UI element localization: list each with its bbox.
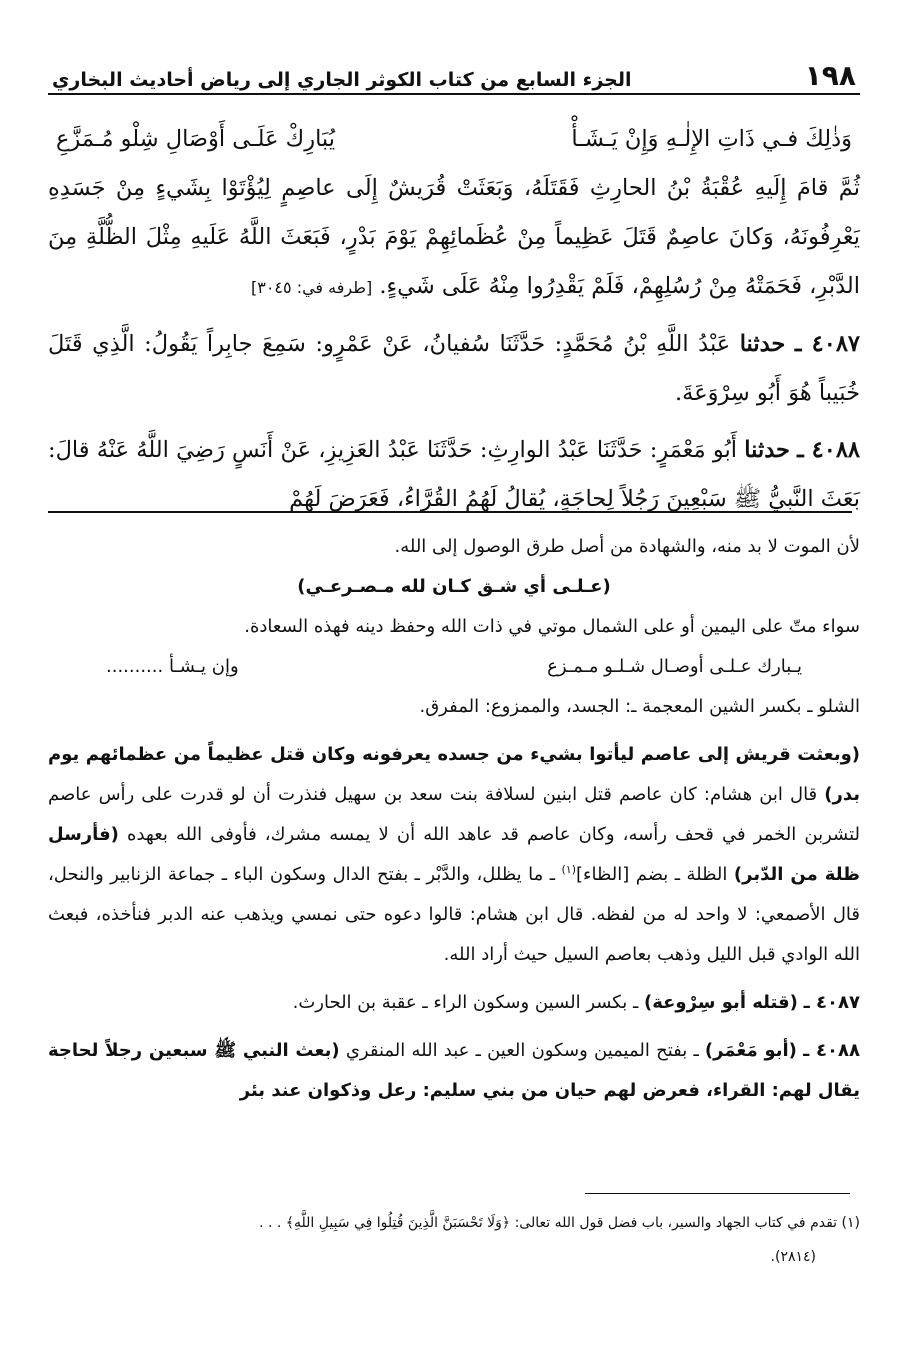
commentary-text: ـ ما يظلل، والدَّبْر ـ بفتح الدال وسكون الباء ـ جماعة الزنابير والنحل، قال الأصمعي: لا واحد له من لفظه. قال ابن هشام: قالوا دعوه حتى نمسي ويذهب عنه الدبر فنأخذه، فبعث الله الوادي قبل الليل وذهب بعاصم السيل حيث أراد الله. [48,864,860,965]
commentary-paragraph [48,735,860,975]
narration-text: ثُمَّ قامَ إِلَيهِ عُقْبَةُ بْنُ الحارِثِ فَقَتَلَهُ، وَبَعَثَتْ قُرَيشٌ إِلَى عاصِمٍ لِيُؤْتَوْا بِشَيءٍ مِنْ جَسَدِهِ يَعْرِفُونَهُ، وَكانَ عاصِمٌ قَتَلَ عَظِيماً مِنْ عُظَمائِهِمْ يَوْمَ بَدْرٍ، فَبَعَثَ اللَّهُ عَلَيهِ مِثْلَ الظُّلَّةِ مِنَ الدَّبْرِ، فَحَمَتْهُ مِنْ رُسُلِهِمْ، فَلَمْ يَقْدِرُوا مِنْهُ عَلَى شَيءٍ. [48,175,860,299]
footnote-continuation: (٢٨١٤). [770,1249,816,1265]
footnote [48,1206,860,1240]
verse-hemistich-right: وَذٰلِكَ فـي ذَاتِ الإِلٰـهِ وَإِنْ يَـشَـأْ [571,126,852,152]
commentary-paragraph [48,983,860,1023]
commentary-text: الظلة ـ بضم [الظاء] [576,864,728,885]
quoted-phrase: (أبو مَعْمَر) [704,1040,797,1061]
commentary [48,527,860,1111]
verse-hemistich-left: يُبَارِكْ عَلَـى أَوْصَالِ شِلْو مُـمَزَّعِ [56,126,335,152]
hadith-number: ٤٠٨٨ ـ [797,437,861,463]
quoted-phrase: (قتله أبو سِرْوعة) [643,992,798,1013]
footnote-number: (١) [841,1215,860,1231]
verse-hemistich-left: وإن يـشـأ .......... [106,656,239,677]
commentary-heading: (عـلـى أي شـق كـان لله مـصـرعـي) [297,576,611,597]
cross-reference: [طرفه في: ٣٠٤٥] [250,278,373,297]
hadith-number: ٤٠٨٨ ـ [803,1040,860,1061]
section-divider [48,511,852,513]
page-header [48,52,860,95]
footnote-rule [585,1193,850,1194]
poem-verse [48,115,860,164]
commentary-text: ـ بكسر السين وسكون الراء ـ عقبة بن الحارث. [292,992,639,1013]
hadith-text [48,115,860,524]
footnote-marker: (١) [561,863,576,876]
hadith-4088 [48,426,860,524]
commentary-line: لأن الموت لا بد منه، والشهادة من أصل طرق الوصول إلى الله. [394,536,860,557]
running-title: الجزء السابع من كتاب الكوثر الجاري إلى رياض أحاديث البخاري [52,69,632,91]
commentary-line: الشلو ـ بكسر الشين المعجمة ـ: الجسد، والممزوع: المفرق. [419,696,860,717]
commentary-paragraph [48,1031,860,1111]
hadith-4087 [48,320,860,418]
quoted-phrase: (بعث النبي ﷺ سبعين رجلاً لحاجة يقال لهم: القراء، فعرض لهم حيان من بني سليم: رعل وذكوان عند بئر [48,1040,860,1101]
commentary-text: قال ابن هشام: كان عاصم قتل ابنين لسلافة بنت سعد بن سهيل فنذرت أن لو قدرت على رأس عاصم لتشربن الخمر في قحف رأسه، وكان عاصم قد عاهد الله أن لا يمسه مشرك، فأوفى الله بعهده [48,784,860,845]
quoted-phrase: (وبعثت قريش إلى عاصم ليأتوا بشيء من جسده يعرفونه وكان قتل عظيماً من عظمائهم يوم بدر) [48,744,860,805]
page [48,52,860,524]
hadith-number: ٤٠٨٧ ـ [794,331,861,357]
footnotes [48,1206,860,1274]
commentary-text: ـ بفتح الميمين وسكون العين ـ عبد الله المنقري [345,1040,699,1061]
commentary-line: سواء متّ على اليمين أو على الشمال موتي في ذات الله وحفظ دينه فهذه السعادة. [244,616,860,637]
hadith-text: عَبْدُ اللَّهِ بْنُ مُحَمَّدٍ: حَدَّثَنَا سُفيانُ، عَنْ عَمْرٍو: سَمِعَ جابِراً يَقُولُ: الَّذِي قَتَلَ خُبَيباً هُوَ أَبُو سِرْوَعَةَ. [48,331,860,406]
hadith-keyword: حدثنا [739,331,786,357]
narration-paragraph [48,164,860,312]
hadith-number: ٤٠٨٧ ـ [803,992,860,1013]
hadith-keyword: حدثنا [744,437,790,463]
verse-hemistich-right: يـبارك عـلـى أوصـال شـلـو مـمـزع [547,656,802,677]
commentary-verse [48,647,860,687]
hadith-text: أَبُو مَعْمَرٍ: حَدَّثَنَا عَبْدُ الوارِثِ: حَدَّثَنَا عَبْدُ العَزِيزِ، عَنْ أَنَسٍ رَضِيَ اللَّهُ عَنْهُ قالَ: بَعَثَ النَّبِيُّ ﷺ سَبْعِينَ رَجُلاً لِحاجَةٍ، يُقالُ لَهُمُ القُرَّاءُ، فَعَرَضَ لَهُمْ [48,437,860,512]
page-number: ١٩٨ [804,59,856,92]
quoted-phrase: (فأرسل ظلة من الدّبر) [48,824,860,885]
footnote-text: تقدم في كتاب الجهاد والسير، باب فضل قول الله تعالى: ﴿وَلَا تَحْسَبَنَّ الَّذِينَ قُتِلُوا فِي سَبِيلِ اللَّهِ﴾ . . . [259,1215,838,1231]
